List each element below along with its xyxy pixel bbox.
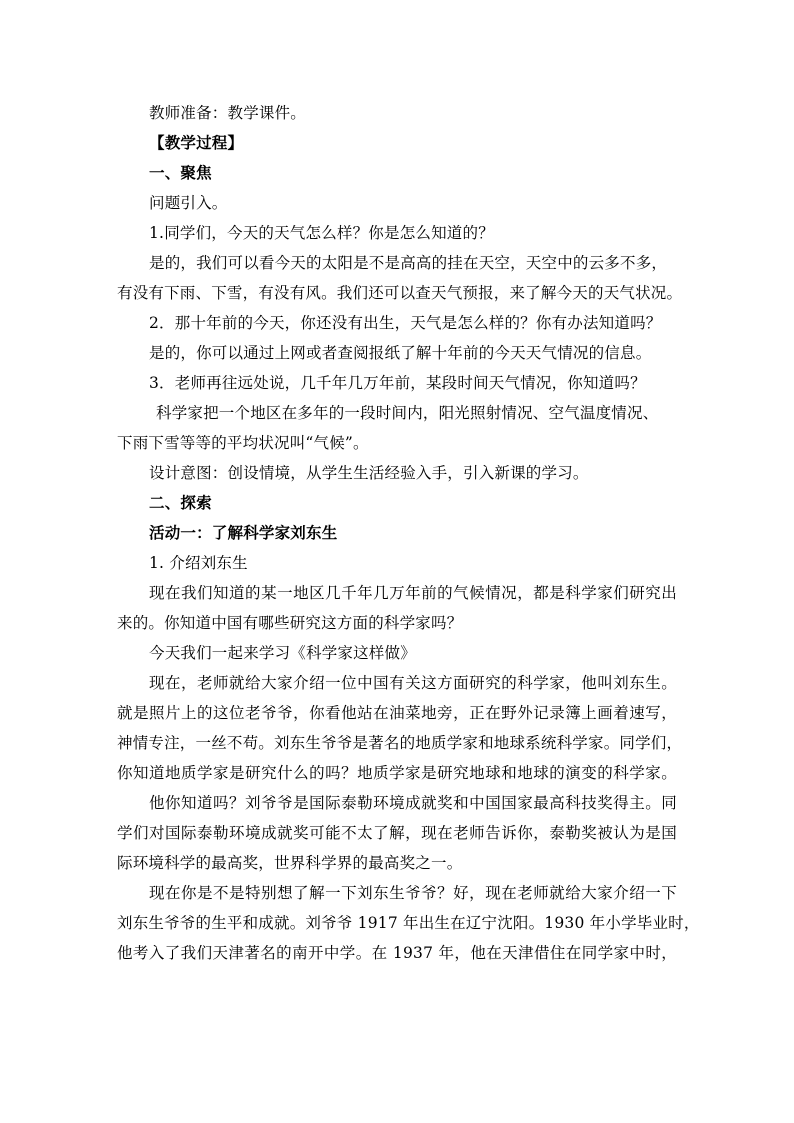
paragraph-line: 学们对国际泰勒环境成就奖可能不太了解，现在老师告诉你，泰勒奖被认为是国 <box>117 824 677 842</box>
heading-explore: 二、探索 <box>149 493 212 512</box>
paragraph-line: 刘东生爷爷的生平和成就。刘爷爷 1917 年出生在辽宁沈阳。1930 年小学毕业时， <box>117 914 700 932</box>
paragraph-line: 现在你是不是特别想了解一下刘东生爷爷？好，现在老师就给大家介绍一下 <box>149 884 677 902</box>
paragraph-line: 现在，老师就给大家介绍一位中国有关这方面研究的科学家，他叫刘东生。 <box>149 674 677 692</box>
teacher-prep-line: 教师准备：教学课件。 <box>149 104 307 122</box>
paragraph-line: 神情专注，一丝不苟。刘东生爷爷是著名的地质学家和地球系统科学家。同学们， <box>117 734 683 752</box>
paragraph-line: 他你知道吗？刘爷爷是国际泰勒环境成就奖和中国国家最高科技奖得主。同 <box>149 794 677 812</box>
paragraph-line: 际环境科学的最高奖，世界科学界的最高奖之一。 <box>117 854 463 872</box>
paragraph-line: 是的，我们可以看今天的太阳是不是高高的挂在天空，天空中的云多不多， <box>149 254 668 272</box>
question-2-line: 2．那十年前的今天，你还没有出生，天气是怎么样的？你有办法知道吗？ <box>149 314 662 332</box>
paragraph-line: 科学家把一个地区在多年的一段时间内，阳光照射情况、空气温度情况、 <box>156 404 659 422</box>
paragraph-line: 就是照片上的这位老爷爷，你看他站在油菜地旁，正在野外记录簿上画着速写， <box>117 704 677 722</box>
paragraph-line: 来的。你知道中国有哪些研究这方面的科学家吗？ <box>117 614 463 632</box>
paragraph-line: 你知道地质学家是研究什么的吗？地质学家是研究地球和地球的演变的科学家。 <box>117 764 677 782</box>
paragraph-line: 今天我们一起来学习《科学家这样做》 <box>149 644 416 662</box>
heading-focus: 一、聚焦 <box>149 163 212 182</box>
paragraph-line: 他考入了我们天津著名的南开中学。在 1937 年，他在天津借住在同学家中时， <box>117 944 677 962</box>
paragraph-line: 问题引入。 <box>149 194 228 212</box>
heading-activity-one: 活动一：了解科学家刘东生 <box>149 523 338 542</box>
paragraph-line: 下雨下雪等等的平均状况叫“气候”。 <box>117 434 369 452</box>
paragraph-line: 有没有下雨、下雪，有没有风。我们还可以查天气预报，来了解今天的天气状况。 <box>117 284 683 302</box>
paragraph-line: 是的，你可以通过上网或者查阅报纸了解十年前的今天天气情况的信息。 <box>149 344 652 362</box>
question-3-line: 3．老师再往远处说，几千年几万年前，某段时间天气情况，你知道吗？ <box>149 374 646 392</box>
section-heading-teaching-process: 【教学过程】 <box>149 133 244 152</box>
paragraph-line: 现在我们知道的某一地区几千年几万年前的气候情况，都是科学家们研究出 <box>149 584 677 602</box>
question-1-line: 1.同学们，今天的天气怎么样？你是怎么知道的？ <box>149 224 494 242</box>
design-intent-line: 设计意图：创设情境，从学生生活经验入手，引入新课的学习。 <box>149 464 589 482</box>
subheading-introduce: 1. 介绍刘东生 <box>149 554 248 572</box>
